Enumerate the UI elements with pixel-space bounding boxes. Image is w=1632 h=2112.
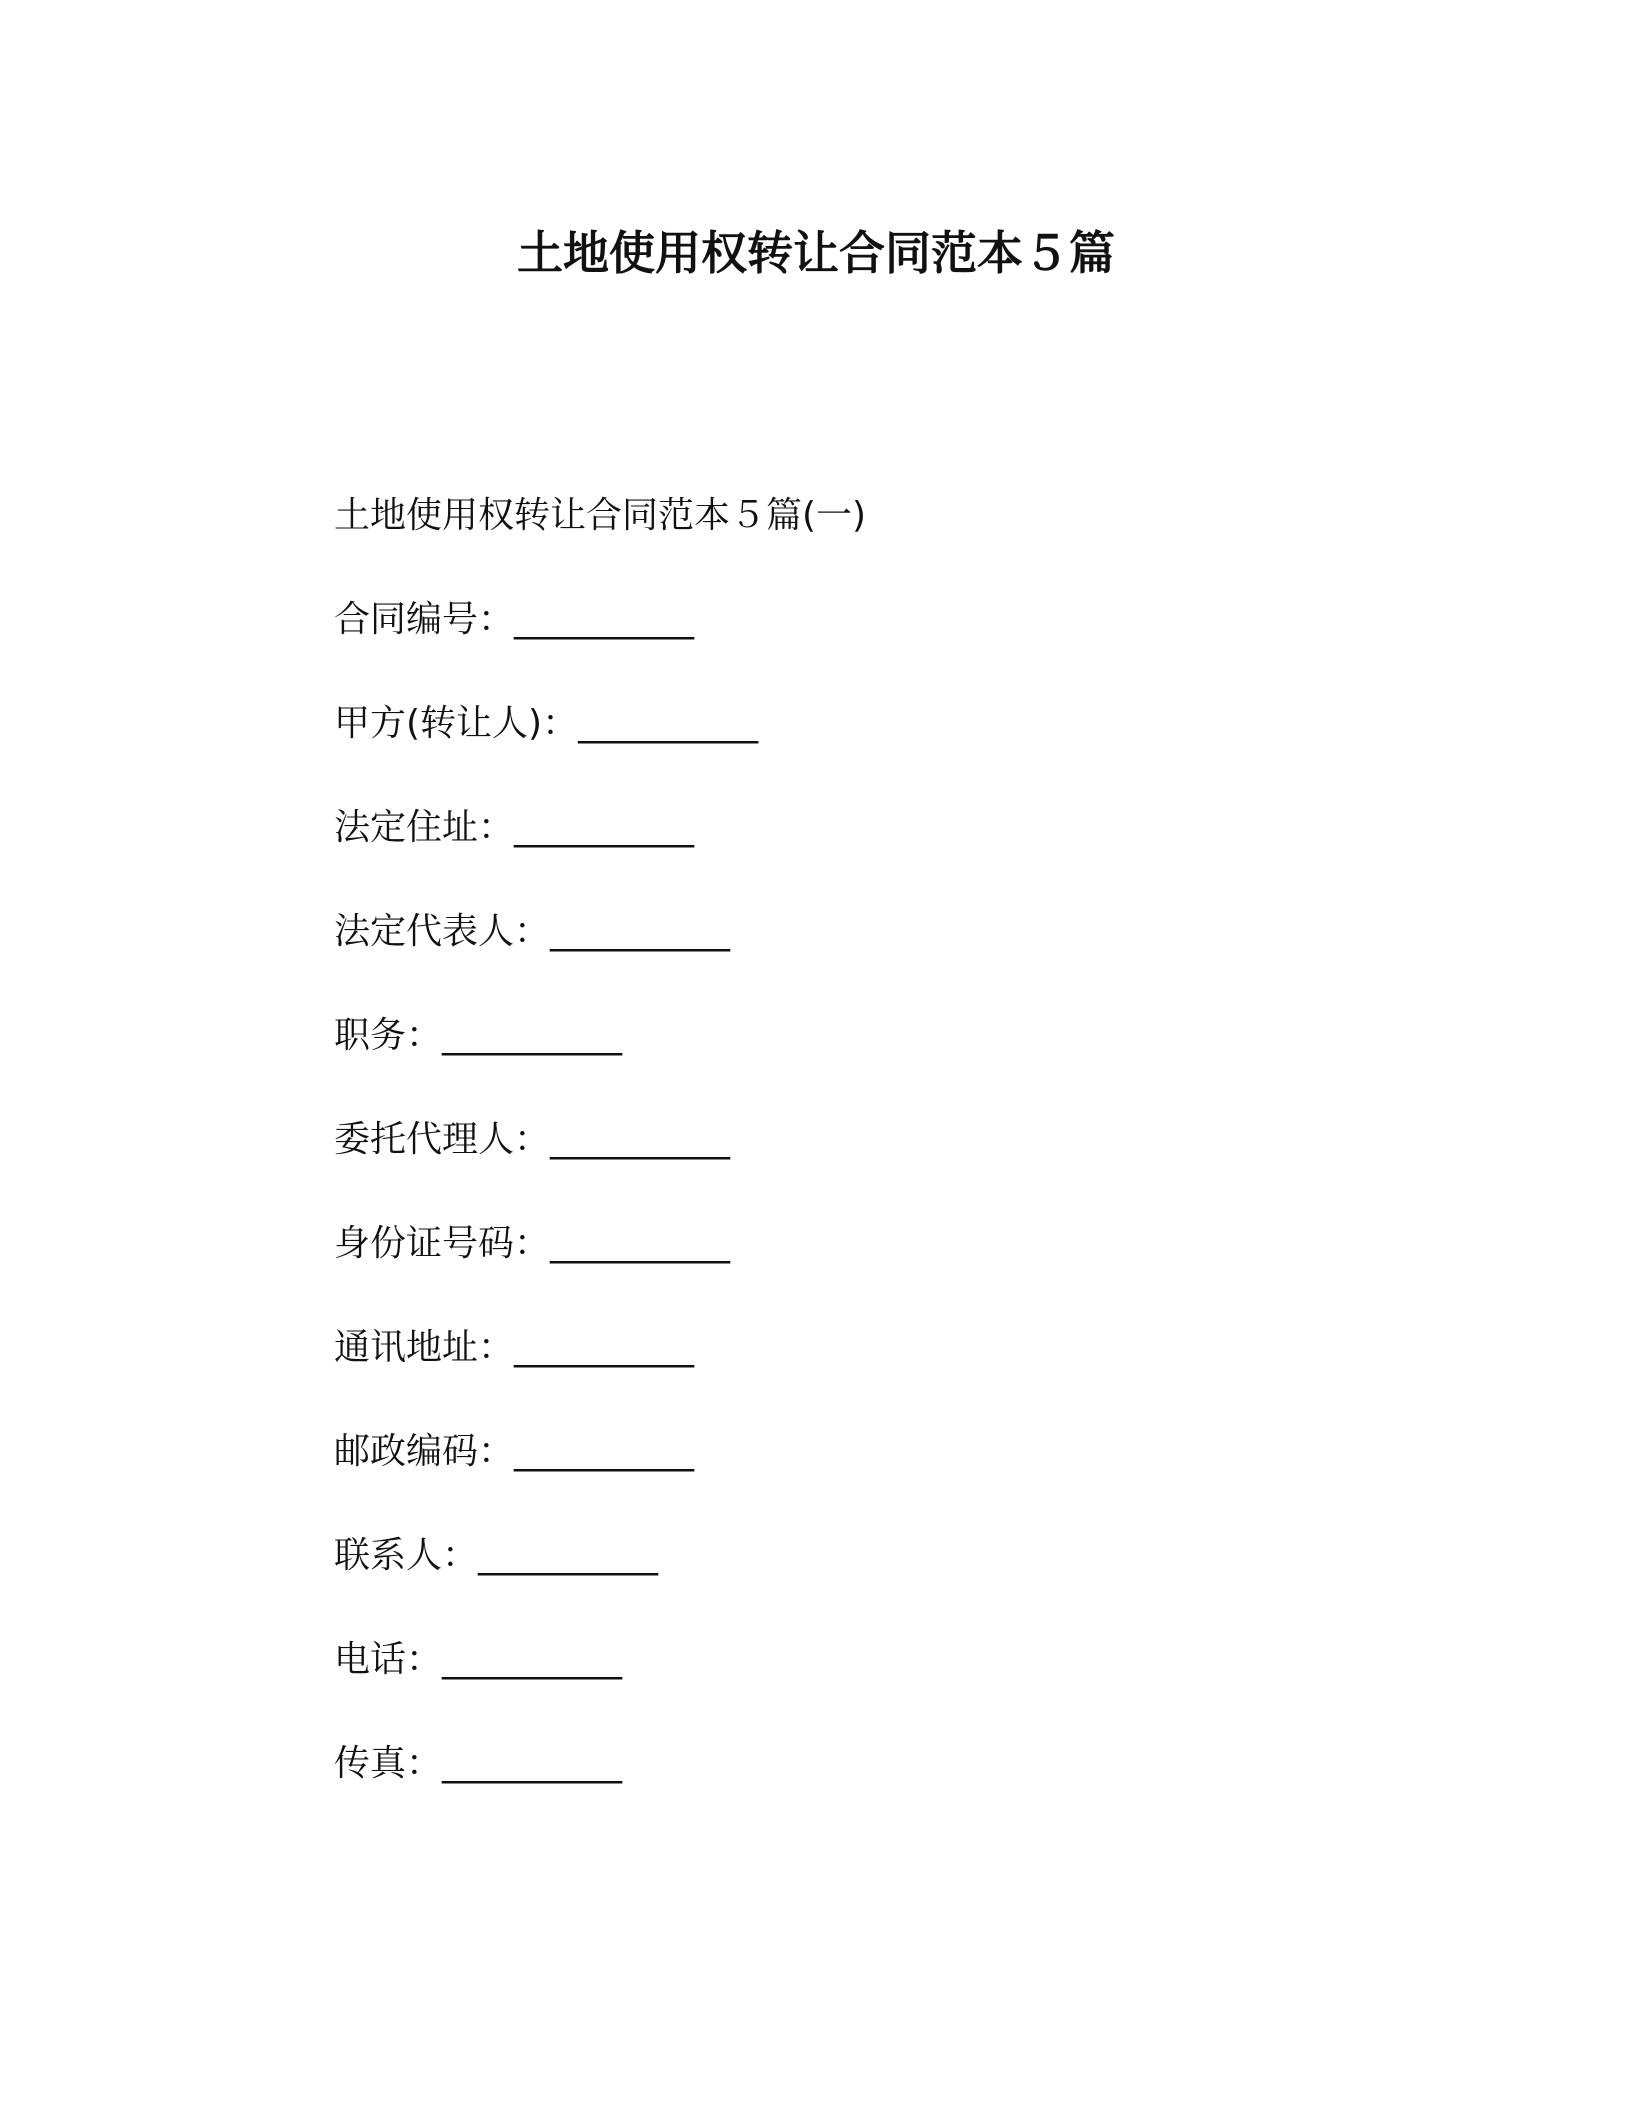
document-title: 土地使用权转让合同范本５篇 — [517, 226, 1115, 280]
field-colon: ： — [442, 1535, 479, 1576]
field-colon: ： — [406, 1015, 443, 1056]
field-label: 职务 — [334, 1015, 407, 1056]
field-row-legal-representative — [334, 906, 1334, 958]
field-blank: __________ — [550, 911, 731, 952]
field-colon: ： — [406, 1743, 443, 1784]
field-label: 邮政编码 — [334, 1431, 479, 1472]
field-blank: __________ — [514, 599, 695, 640]
field-colon: ： — [514, 911, 551, 952]
field-blank: __________ — [514, 1431, 695, 1472]
field-blank: __________ — [442, 1743, 623, 1784]
field-row-mailing-address — [334, 1322, 1334, 1374]
field-row-position — [334, 1010, 1334, 1062]
field-blank: __________ — [550, 1119, 731, 1160]
field-blank: __________ — [442, 1639, 623, 1680]
field-row-fax — [334, 1738, 1334, 1790]
field-blank: __________ — [442, 1015, 623, 1056]
field-blank: __________ — [514, 1327, 695, 1368]
field-blank: __________ — [550, 1223, 731, 1264]
field-row-postal-code — [334, 1426, 1334, 1478]
field-colon: ： — [542, 703, 579, 744]
field-colon: ： — [478, 807, 515, 848]
field-colon: ： — [406, 1639, 443, 1680]
field-label: 法定住址 — [334, 807, 479, 848]
field-label: 通讯地址 — [334, 1327, 479, 1368]
field-colon: ： — [478, 599, 515, 640]
field-label: 电话 — [334, 1639, 407, 1680]
field-label: 甲方(转让人) — [334, 703, 543, 744]
field-colon: ： — [478, 1431, 515, 1472]
field-label: 合同编号 — [334, 599, 479, 640]
field-row-party-a — [334, 698, 1334, 750]
field-colon: ： — [514, 1119, 551, 1160]
field-row-contact-person — [334, 1530, 1334, 1582]
field-label: 传真 — [334, 1743, 407, 1784]
field-colon: ： — [478, 1327, 515, 1368]
section-heading: 土地使用权转让合同范本５篇(一) — [334, 495, 867, 536]
field-label: 联系人 — [334, 1535, 443, 1576]
field-row-authorized-agent — [334, 1114, 1334, 1166]
field-label: 身份证号码 — [334, 1223, 515, 1264]
field-row-contract-number — [334, 594, 1334, 646]
field-row-id-number — [334, 1218, 1334, 1270]
field-colon: ： — [514, 1223, 551, 1264]
field-blank: __________ — [578, 703, 759, 744]
field-label: 法定代表人 — [334, 911, 515, 952]
field-label: 委托代理人 — [334, 1119, 515, 1160]
field-blank: __________ — [514, 807, 695, 848]
field-row-legal-address — [334, 802, 1334, 854]
field-row-phone — [334, 1634, 1334, 1686]
field-blank: __________ — [478, 1535, 659, 1576]
document-body — [334, 490, 1334, 1842]
